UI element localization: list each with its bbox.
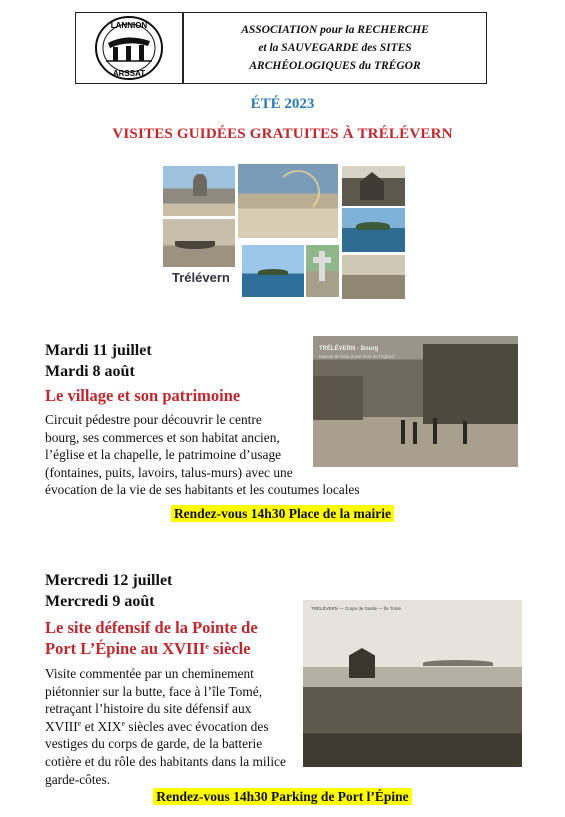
visit2-meeting-point: Rendez-vous 14h30 Parking de Port l’Épine [153, 788, 411, 805]
boats-postcard-photo [163, 219, 235, 267]
visit1-description [45, 411, 360, 499]
logo-top-text: LANNION [110, 21, 148, 30]
shore-postcard-photo [342, 255, 405, 299]
village-postcard-subcaption: Maison de bois (mise hors de l’église) [319, 354, 395, 359]
association-line-1: ASSOCIATION pour la RECHERCHE [241, 24, 429, 36]
visit2-date-1: Mercredi 12 juillet [45, 572, 173, 589]
page-title: VISITES GUIDÉES GRATUITES À TRÉLÉVERN [112, 126, 453, 142]
season-heading: ÉTÉ 2023 [250, 96, 315, 112]
association-name-box [183, 12, 487, 84]
island-photo [342, 208, 405, 252]
visit1-meeting-point: Rendez-vous 14h30 Place de la mairie [171, 505, 394, 522]
visit1-title: Le village et son patrimoine [45, 386, 241, 405]
visit1-desc-line: évocation de la vie de ses habitants et les coutumes locales [45, 482, 360, 498]
dolmen-logo [76, 13, 182, 83]
visit1-desc-line: bourg, ses commerces et son habitat ancien, [45, 429, 280, 445]
visit2-title-line-1: Le site défensif de la Pointe de [45, 618, 258, 637]
visit1-date-2: Mardi 8 août [45, 363, 135, 380]
association-line-3: ARCHÉOLOGIQUES du TRÉGOR [249, 60, 421, 72]
rocks-photo [163, 166, 235, 216]
collage-label: Trélévern [172, 270, 230, 285]
stone-cross-photo [306, 245, 339, 297]
visit2-desc-line: Visite commentée par un cheminement [45, 666, 254, 681]
chapel-photo [342, 166, 405, 206]
visit1-date-1: Mardi 11 juillet [45, 342, 152, 359]
visit2-date-2: Mercredi 9 août [45, 593, 155, 610]
visit2-desc-line: XVIIIe et XIXe siècles avec évocation des [45, 718, 269, 734]
visit1-desc-line: l’église et la chapelle, le patrimoine d’usage [45, 447, 282, 463]
visit1-desc-line: Circuit pédestre pour découvrir le centre [45, 412, 262, 427]
village-postcard-photo [313, 336, 518, 467]
logo-bottom-text: ARSSAT [112, 69, 146, 78]
visit1-desc-line: (fontaines, puits, lavoirs, talus-murs) avec une [45, 464, 293, 480]
beach-rainbow-photo [238, 164, 338, 238]
visit2-desc-line: vestiges du corps de garde, de la batterie [45, 736, 263, 752]
visit2-title-line-2: Port L’Épine au XVIIIe siècle [45, 639, 251, 658]
sea-island-photo [242, 245, 304, 297]
visit2-desc-line: cotière et du rôle des habitants dans la milice [45, 753, 286, 769]
visit2-desc-line: retraçant l’histoire du site défensif aux [45, 701, 252, 717]
visit2-description [45, 665, 293, 788]
visit2-desc-line: piétonnier sur la butte, face à l’île Tomé, [45, 683, 263, 699]
village-postcard-caption: TRÉLÉVERN - Bourg [319, 346, 379, 352]
association-logo-box [75, 12, 183, 84]
guardhouse-postcard-photo [303, 600, 522, 767]
visit2-desc-line: garde-côtes. [45, 771, 111, 787]
guardhouse-postcard-caption: TRÉLÉVERN — Corps de Garde — Île Tomé [311, 606, 401, 611]
association-line-2: et la SAUVEGARDE des SITES [258, 42, 412, 54]
